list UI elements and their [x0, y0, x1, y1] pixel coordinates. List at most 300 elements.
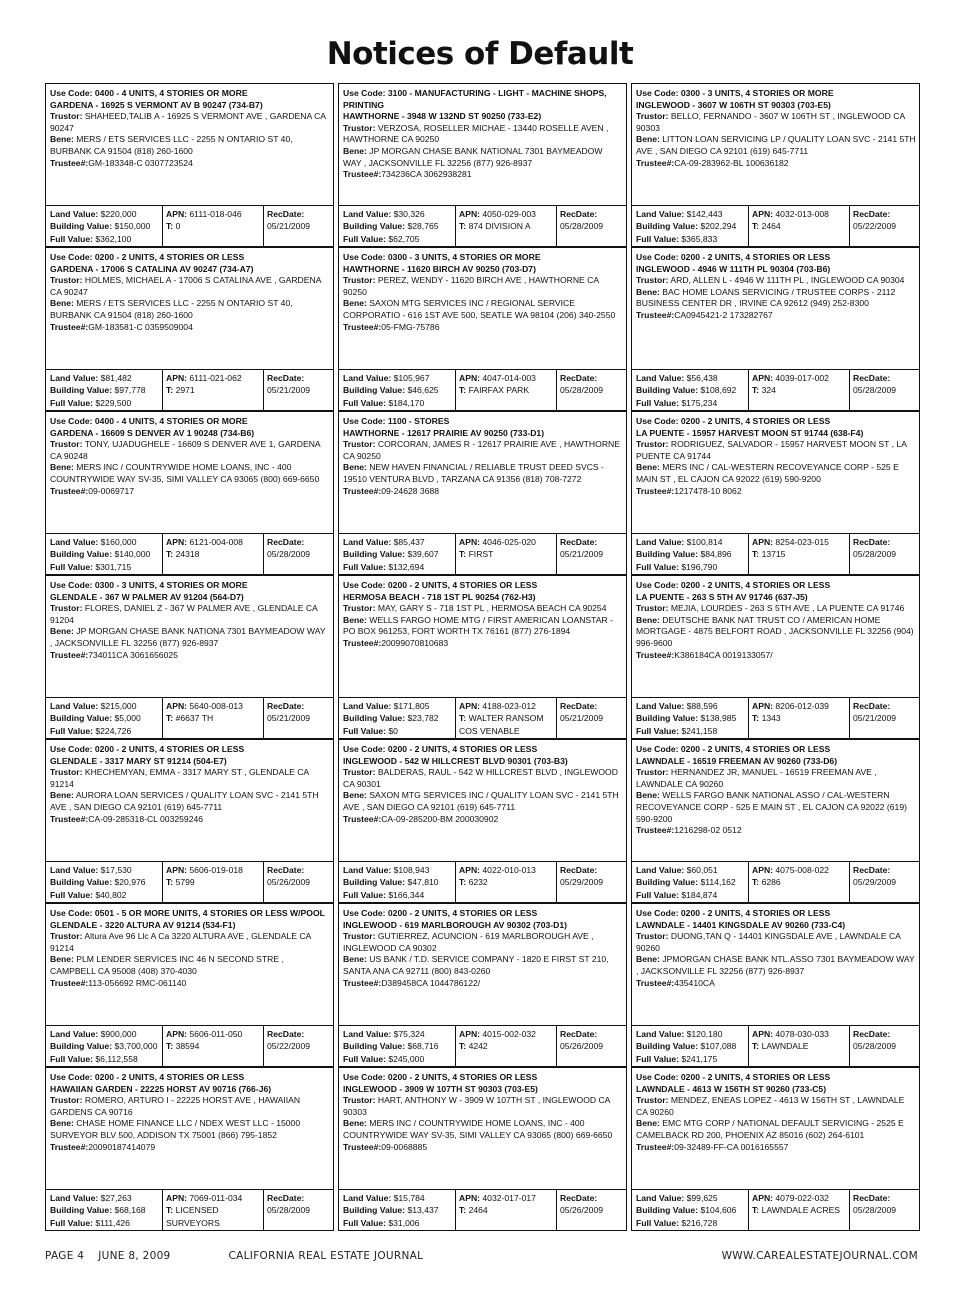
full-value: $224,726	[95, 725, 132, 736]
value-column	[339, 1190, 456, 1230]
building-value-line	[343, 1040, 455, 1052]
tract-value: LAWNDALE ACRES	[761, 1205, 841, 1216]
tract-value: 13715	[761, 549, 786, 560]
property-address: LAWNDALE - 16519 FREEMAN AV 90260 (733-D6)	[636, 755, 838, 766]
beneficiary-label: Bene:	[636, 286, 660, 297]
full-value-line	[343, 233, 455, 245]
recdate-column	[850, 862, 919, 902]
trustor-value: GUTIERREZ, ACUNCION - 619 MARLBOROUGH AVE , INGLEWOOD CA 90302	[343, 931, 594, 953]
tract-value: 2464	[761, 221, 781, 232]
apn-value: 4032-017-017	[482, 1193, 536, 1203]
page-title: Notices of Default	[326, 36, 634, 72]
notice-body	[632, 248, 919, 369]
recdate-column	[557, 1190, 626, 1230]
recdate-column	[557, 698, 626, 738]
full-value-label: Full Value:	[343, 1053, 386, 1064]
value-row	[339, 1025, 626, 1066]
building-value: $138,985	[700, 713, 737, 724]
trustor-value: HOLMES, MICHAEL A - 17006 S CATALINA AVE , GARDENA CA 90247	[50, 275, 321, 297]
beneficiary-value: JP MORGAN CHASE BANK NATIONA 7301 BAYMEADOW WAY , JACKSONVILLE FL 32256 (877) 926-8937	[50, 626, 326, 648]
land-value-label: Land Value:	[50, 373, 99, 383]
tract-line	[166, 548, 263, 560]
land-value: $900,000	[100, 1029, 137, 1039]
beneficiary-value: MERS INC / COUNTRYWIDE HOME LOANS, INC - 400 COUNTRYWIDE WAY SV-35, SIMI VALLEY CA 93065 (800) 669-6650	[50, 462, 320, 484]
trustee-value: 09-32489-FF-CA 0016165557	[674, 1141, 789, 1152]
building-value: $23,782	[407, 713, 439, 724]
building-value: $13,437	[407, 1205, 439, 1216]
trustor-line	[343, 123, 623, 146]
value-row	[339, 369, 626, 410]
apn-line	[459, 536, 556, 548]
recdate-column	[264, 206, 333, 246]
recdate-label: RecDate:	[853, 701, 891, 711]
tract-line	[752, 220, 849, 232]
land-value-label: Land Value:	[50, 1029, 99, 1039]
beneficiary-line	[343, 462, 623, 485]
beneficiary-value: EMC MTG CORP / NATIONAL DEFAULT SERVICING - 2525 E CAMELBACK RD 200, PHOENIX AZ 85016 (602) 264-6101	[636, 1118, 904, 1140]
land-value-label: Land Value:	[343, 1193, 392, 1203]
full-value-line	[50, 397, 162, 409]
recdate-label: RecDate:	[853, 1029, 891, 1039]
apn-value: 4079-022-032	[775, 1193, 829, 1203]
land-value-label: Land Value:	[50, 701, 99, 711]
apn-label: APN:	[459, 537, 481, 547]
value-column	[339, 370, 456, 410]
apn-line	[459, 372, 556, 384]
trustor-label: Trustor:	[636, 767, 669, 778]
tract-value: 24318	[175, 549, 200, 560]
property-address: INGLEWOOD - 4946 W 111TH PL 90304 (703-B6)	[636, 263, 831, 274]
apn-label: APN:	[752, 537, 774, 547]
beneficiary-line	[343, 615, 623, 638]
beneficiary-value: LITTON LOAN SERVICING LP / QUALITY LOAN SVC - 2141 5TH AVE , SAN DIEGO CA 92101 (619) 645-7711	[636, 134, 916, 156]
building-value: $5,000	[114, 713, 141, 724]
land-value-label: Land Value:	[636, 1193, 685, 1203]
trustee-label: Trustee#:	[636, 1141, 675, 1152]
full-value-label: Full Value:	[343, 397, 386, 408]
trustor-line	[636, 275, 916, 287]
notice-card	[45, 411, 334, 575]
beneficiary-value: WELLS FARGO HOME MTG / FIRST AMERICAN LOANSTAR - PO BOX 961253, FORT WORTH TX 76161 (877) 276-1894	[343, 614, 613, 637]
apn-label: APN:	[459, 865, 481, 875]
land-value-line	[636, 864, 748, 876]
apn-label: APN:	[166, 701, 188, 711]
trustor-value: MEJIA, LOURDES - 263 S 5TH AVE , LA PUENTE CA 91746	[670, 603, 905, 614]
property-address: INGLEWOOD - 3607 W 106TH ST 90303 (703-E5)	[636, 99, 831, 110]
beneficiary-value: AURORA LOAN SERVICES / QUALITY LOAN SVC - 2141 5TH AVE , SAN DIEGO CA 92101 (619) 645-7711	[50, 790, 319, 812]
trustor-line	[343, 275, 623, 298]
notice-body	[46, 1068, 333, 1189]
apn-line	[459, 1028, 556, 1040]
trustor-label: Trustor:	[636, 275, 669, 286]
apn-column	[456, 370, 557, 410]
property-address: HERMOSA BEACH - 718 1ST PL 90254 (762-H3)	[343, 591, 536, 602]
beneficiary-label: Bene:	[50, 298, 74, 309]
use-code: Use Code: 0200 - 2 UNITS, 4 STORIES OR LESS	[343, 1072, 538, 1082]
apn-column	[456, 534, 557, 574]
notice-card	[631, 903, 920, 1067]
full-value-label: Full Value:	[636, 397, 679, 408]
apn-line	[459, 700, 556, 712]
property-address: LAWNDALE - 14401 KINGSDALE AV 90260 (733-C4)	[636, 919, 846, 930]
value-row	[339, 205, 626, 246]
trustor-value: DUONG,TAN Q - 14401 KINGSDALE AVE , LAWNDALE CA 90260	[636, 931, 901, 953]
building-value: $104,606	[700, 1205, 737, 1216]
full-value-label: Full Value:	[343, 233, 386, 244]
tract-line	[166, 876, 263, 888]
trustor-label: Trustor:	[50, 931, 83, 942]
apn-column	[749, 370, 850, 410]
use-code: Use Code: 0300 - 3 UNITS, 4 STORIES OR MORE	[50, 580, 248, 590]
tract-value: 6232	[468, 877, 488, 888]
trustee-line	[50, 1142, 330, 1154]
apn-label: APN:	[459, 373, 481, 383]
trustor-value: TONY, UJADUGHELE - 16609 S DENVER AVE 1, GARDENA CA 90248	[50, 439, 321, 461]
full-value-line	[636, 397, 748, 409]
building-value-line	[50, 876, 162, 888]
beneficiary-value: US BANK / T.D. SERVICE COMPANY - 1820 E FIRST ST 210, SANTA ANA CA 92711 (800) 843-0260	[343, 954, 609, 976]
trustee-label: Trustee#:	[636, 825, 675, 836]
trustee-line	[343, 978, 623, 990]
notice-card	[338, 411, 627, 575]
apn-value: 7069-011-034	[189, 1193, 243, 1203]
apn-value: 8254-023-015	[775, 537, 829, 547]
land-value-line	[50, 208, 162, 220]
notices-grid	[45, 83, 918, 1231]
land-value-label: Land Value:	[50, 865, 99, 875]
beneficiary-line	[636, 287, 916, 310]
value-row	[632, 1025, 919, 1066]
apn-value: 4032-013-008	[775, 209, 829, 219]
value-column	[632, 206, 749, 246]
recdate-column	[850, 206, 919, 246]
building-value-label: Building Value:	[50, 713, 113, 724]
recdate-value: 05/22/2009	[853, 221, 897, 232]
apn-line	[752, 700, 849, 712]
publication-name: CALIFORNIA REAL ESTATE JOURNAL	[228, 1250, 424, 1262]
notice-body	[632, 576, 919, 697]
building-value-line	[50, 548, 162, 560]
land-value-label: Land Value:	[50, 537, 99, 547]
beneficiary-value: SAXON MTG SERVICES INC / QUALITY LOAN SVC - 2141 5TH AVE , SAN DIEGO CA 92101 (619) 645-7711	[343, 790, 619, 812]
apn-column	[163, 534, 264, 574]
tract-label: T:	[166, 1041, 174, 1052]
tract-value: 4242	[468, 1041, 488, 1052]
tract-value: 324	[761, 385, 776, 396]
beneficiary-label: Bene:	[343, 462, 367, 473]
building-value-label: Building Value:	[343, 713, 406, 724]
building-value-line	[343, 384, 455, 396]
apn-line	[752, 864, 849, 876]
notice-body	[339, 248, 626, 369]
recdate-value: 05/21/2009	[560, 713, 604, 724]
apn-label: APN:	[752, 1029, 774, 1039]
trustee-line	[343, 486, 623, 498]
apn-column	[163, 1026, 264, 1066]
tract-line	[752, 1204, 849, 1216]
apn-line	[752, 1192, 849, 1204]
apn-value: 4022-010-013	[482, 865, 536, 875]
full-value-label: Full Value:	[636, 233, 679, 244]
value-column	[46, 1190, 163, 1230]
notice-body	[46, 904, 333, 1025]
beneficiary-value: DEUTSCHE BANK NAT TRUST CO / AMERICAN HOME MORTGAGE - 4875 BELFORT ROAD , JACKSONVILLE FL 32256 (904) 996-9600	[636, 614, 914, 648]
full-value-label: Full Value:	[50, 561, 93, 572]
land-value: $120,180	[686, 1029, 723, 1039]
trustee-value: CA-09-285318-CL 003259246	[88, 813, 204, 824]
full-value-line	[343, 889, 455, 901]
land-value-line	[343, 536, 455, 548]
land-value-line	[636, 536, 748, 548]
trustor-label: Trustor:	[50, 767, 83, 778]
building-value-label: Building Value:	[636, 877, 699, 888]
property-address: LA PUENTE - 15957 HARVEST MOON ST 91744 (638-F4)	[636, 427, 864, 438]
full-value-line	[636, 1217, 748, 1229]
value-row	[46, 533, 333, 574]
tract-label: T:	[459, 1205, 467, 1216]
building-value-line	[636, 1040, 748, 1052]
use-code: Use Code: 0300 - 3 UNITS, 4 STORIES OR MORE	[343, 252, 541, 262]
apn-value: 4078-030-033	[775, 1029, 829, 1039]
tract-line	[166, 712, 263, 724]
recdate-value: 05/28/2009	[853, 549, 897, 560]
page-footer	[45, 1250, 918, 1264]
apn-value: 5606-019-018	[189, 865, 243, 875]
trustor-line	[50, 275, 330, 298]
website-link[interactable]: WWW.CAREALESTATEJOURNAL.COM	[721, 1250, 918, 1262]
trustor-line	[343, 603, 623, 615]
beneficiary-label: Bene:	[50, 954, 74, 965]
full-value-line	[50, 561, 162, 573]
apn-label: APN:	[752, 865, 774, 875]
tract-value: 5799	[175, 877, 195, 888]
trustee-line	[50, 978, 330, 990]
full-value-label: Full Value:	[343, 889, 386, 900]
notice-card	[631, 411, 920, 575]
property-address: HAWTHORNE - 11620 BIRCH AV 90250 (703-D7)	[343, 263, 536, 274]
land-value: $85,437	[393, 537, 425, 547]
trustee-line	[343, 169, 623, 181]
notice-body	[632, 1068, 919, 1189]
trustee-label: Trustee#:	[50, 813, 89, 824]
beneficiary-line	[636, 134, 916, 157]
beneficiary-label: Bene:	[50, 462, 74, 473]
building-value-label: Building Value:	[50, 1205, 113, 1216]
trustee-line	[636, 310, 916, 322]
use-code: Use Code: 0200 - 2 UNITS, 4 STORIES OR LESS	[343, 908, 538, 918]
recdate-column	[264, 534, 333, 574]
apn-label: APN:	[166, 373, 188, 383]
apn-line	[459, 864, 556, 876]
notice-card	[338, 1067, 627, 1231]
recdate-column	[557, 534, 626, 574]
trustee-label: Trustee#:	[343, 977, 382, 988]
notice-body	[632, 740, 919, 861]
full-value: $301,715	[95, 561, 132, 572]
trustor-value: HART, ANTHONY W - 3909 W 107TH ST , INGLEWOOD CA 90303	[343, 1095, 610, 1117]
value-row	[46, 205, 333, 246]
building-value-line	[343, 712, 455, 724]
use-code: Use Code: 0200 - 2 UNITS, 4 STORIES OR LESS	[50, 1072, 245, 1082]
full-value-label: Full Value:	[343, 561, 386, 572]
tract-value: 38594	[175, 1041, 200, 1052]
tract-line	[459, 876, 556, 888]
trustor-value: SHAHEED,TALIB A - 16925 S VERMONT AVE , GARDENA CA 90247	[50, 111, 326, 133]
beneficiary-label: Bene:	[343, 954, 367, 965]
building-value-line	[50, 220, 162, 232]
building-value-label: Building Value:	[50, 877, 113, 888]
full-value: $229,500	[95, 397, 132, 408]
value-column	[46, 206, 163, 246]
apn-value: 5606-011-050	[189, 1029, 243, 1039]
notice-card	[45, 575, 334, 739]
value-row	[632, 533, 919, 574]
recdate-label: RecDate:	[267, 1193, 305, 1203]
use-code: Use Code: 0300 - 3 UNITS, 4 STORIES OR MORE	[636, 88, 834, 98]
tract-value: FAIRFAX PARK	[468, 385, 530, 396]
beneficiary-line	[50, 790, 330, 813]
apn-column	[163, 698, 264, 738]
beneficiary-line	[636, 954, 916, 977]
full-value-line	[50, 889, 162, 901]
beneficiary-line	[636, 462, 916, 485]
apn-column	[456, 862, 557, 902]
trustor-label: Trustor:	[636, 603, 669, 614]
land-value: $220,000	[100, 209, 137, 219]
apn-value: 8206-012-039	[775, 701, 829, 711]
land-value-line	[343, 1028, 455, 1040]
notice-body	[632, 904, 919, 1025]
full-value-line	[636, 233, 748, 245]
notice-body	[339, 412, 626, 533]
recdate-column	[850, 534, 919, 574]
full-value-label: Full Value:	[636, 725, 679, 736]
trustor-line	[50, 1095, 330, 1118]
trustee-line	[50, 322, 330, 334]
building-value-label: Building Value:	[343, 877, 406, 888]
land-value-label: Land Value:	[343, 1029, 392, 1039]
building-value-line	[636, 220, 748, 232]
full-value: $6,112,558	[95, 1053, 138, 1064]
apn-label: APN:	[166, 1193, 188, 1203]
recdate-label: RecDate:	[853, 373, 891, 383]
use-code: Use Code: 0200 - 2 UNITS, 4 STORIES OR LESS	[343, 580, 538, 590]
notice-body	[632, 412, 919, 533]
apn-column	[163, 206, 264, 246]
tract-label: T:	[459, 385, 467, 396]
full-value: $216,728	[681, 1217, 718, 1228]
beneficiary-label: Bene:	[343, 1118, 367, 1129]
trustor-label: Trustor:	[636, 111, 669, 122]
apn-line	[166, 700, 263, 712]
apn-column	[163, 370, 264, 410]
trustee-line	[636, 650, 916, 662]
building-value: $202,294	[700, 221, 737, 232]
tract-value: 0	[175, 221, 181, 232]
beneficiary-value: MERS INC / CAL-WESTERN RECOVEYANCE CORP - 525 E MAIN ST , EL CAJON CA 92022 (619) 590-9200	[636, 462, 899, 484]
recdate-label: RecDate:	[267, 865, 305, 875]
trustee-label: Trustee#:	[343, 1141, 382, 1152]
apn-value: 4046-025-020	[482, 537, 536, 547]
building-value-label: Building Value:	[343, 1041, 406, 1052]
notice-body	[46, 740, 333, 861]
trustor-value: FLORES, DANIEL Z - 367 W PALMER AVE , GLENDALE CA 91204	[50, 603, 318, 625]
value-column	[46, 370, 163, 410]
full-value-label: Full Value:	[636, 561, 679, 572]
apn-line	[752, 372, 849, 384]
land-value-label: Land Value:	[636, 1029, 685, 1039]
land-value-label: Land Value:	[636, 537, 685, 547]
property-address: GLENDALE - 3317 MARY ST 91214 (504-E7)	[50, 755, 227, 766]
beneficiary-value: BAC HOME LOANS SERVICING / TRUSTEE CORPS - 2112 BUSINESS CENTER DR , IRVINE CA 92612 (949) 252-8300	[636, 286, 896, 309]
notice-card	[45, 1067, 334, 1231]
recdate-label: RecDate:	[560, 701, 598, 711]
building-value-label: Building Value:	[343, 1205, 406, 1216]
land-value: $171,805	[393, 701, 430, 711]
land-value-label: Land Value:	[636, 373, 685, 383]
trustor-value: RODRIGUEZ, SALVADOR - 15957 HARVEST MOON ST , LA PUENTE CA 91744	[636, 439, 907, 461]
recdate-column	[264, 1190, 333, 1230]
trustee-line	[50, 158, 330, 170]
tract-value: 1343	[761, 713, 781, 724]
land-value: $56,438	[686, 373, 718, 383]
trustee-line	[636, 825, 916, 837]
apn-label: APN:	[459, 1193, 481, 1203]
building-value: $3,700,000	[114, 1041, 158, 1052]
land-value-line	[636, 208, 748, 220]
land-value-line	[50, 372, 162, 384]
beneficiary-label: Bene:	[343, 298, 367, 309]
use-code: Use Code: 0200 - 2 UNITS, 4 STORIES OR LESS	[343, 744, 538, 754]
trustor-value: MAY, GARY S - 718 1ST PL , HERMOSA BEACH CA 90254	[377, 603, 607, 614]
use-code: Use Code: 1100 - STORES	[343, 416, 450, 426]
land-value: $60,051	[686, 865, 718, 875]
trustor-line	[343, 439, 623, 462]
building-value-label: Building Value:	[50, 221, 113, 232]
beneficiary-label: Bene:	[636, 462, 660, 473]
property-address: GARDENA - 16609 S DENVER AV 1 90248 (734-B6)	[50, 427, 255, 438]
value-column	[339, 534, 456, 574]
land-value: $75,324	[393, 1029, 425, 1039]
land-value-label: Land Value:	[636, 865, 685, 875]
full-value-label: Full Value:	[636, 889, 679, 900]
recdate-label: RecDate:	[267, 209, 305, 219]
building-value-label: Building Value:	[343, 385, 406, 396]
value-column	[339, 698, 456, 738]
beneficiary-label: Bene:	[636, 134, 660, 145]
tract-line	[752, 548, 849, 560]
full-value: $196,790	[681, 561, 718, 572]
building-value-line	[636, 876, 748, 888]
building-value-label: Building Value:	[343, 549, 406, 560]
notice-card	[631, 575, 920, 739]
trustee-line	[50, 650, 330, 662]
apn-line	[166, 1192, 263, 1204]
tract-label: T:	[752, 221, 760, 232]
apn-line	[166, 536, 263, 548]
full-value: $166,344	[388, 889, 425, 900]
trustee-label: Trustee#:	[636, 977, 675, 988]
notice-card	[338, 903, 627, 1067]
building-value-label: Building Value:	[636, 1205, 699, 1216]
recdate-column	[850, 1190, 919, 1230]
tract-label: T:	[752, 385, 760, 396]
apn-label: APN:	[459, 1029, 481, 1039]
beneficiary-label: Bene:	[343, 614, 367, 625]
beneficiary-label: Bene:	[50, 626, 74, 637]
beneficiary-value: MERS / ETS SERVICES LLC - 2255 N ONTARIO ST 40, BURBANK CA 91504 (818) 260-1600	[50, 298, 293, 320]
use-code: Use Code: 0400 - 4 UNITS, 4 STORIES OR MORE	[50, 416, 248, 426]
